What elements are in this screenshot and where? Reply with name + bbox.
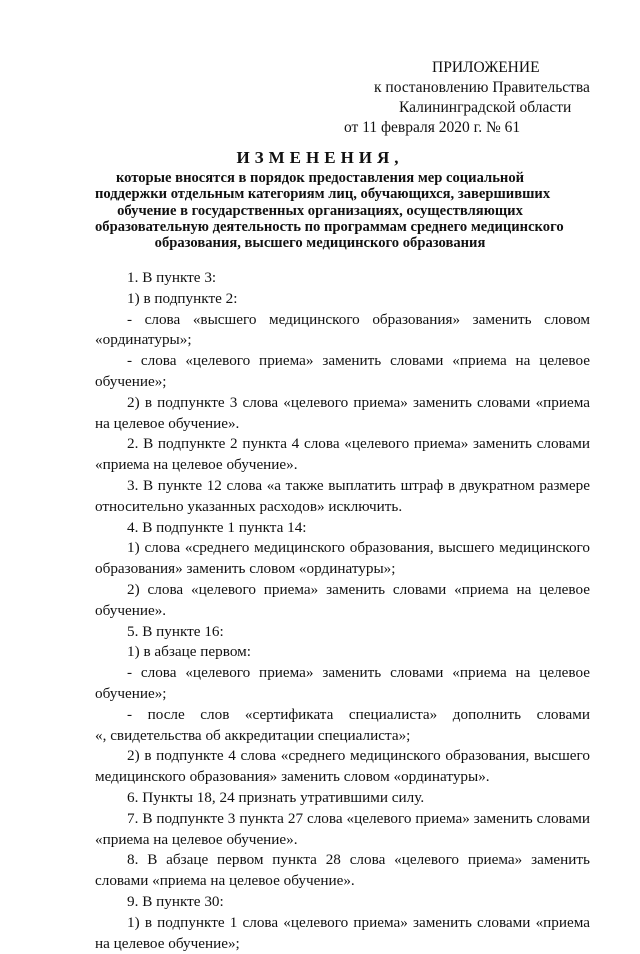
- paragraph: 4. В подпункте 1 пункта 14:: [127, 518, 307, 536]
- paragraph: 2. В подпункте 2 пункта 4 слова «целевого приема» заменить словами «приема на целевое обучение».: [95, 435, 590, 474]
- paragraph: - слова «целевого приема» заменить словами «приема на целевое обучение»;: [95, 352, 590, 390]
- paragraph: 1) в подпункте 1 слова «целевого приема» заменить словами «приема на целевое обучение»;: [95, 913, 590, 952]
- word: -: [127, 705, 133, 723]
- word: после: [147, 705, 185, 723]
- word: словами: [536, 705, 590, 723]
- paragraph: 6. Пункты 18, 24 признать утратившими силу.: [127, 788, 425, 806]
- subtitle-line: обучение в государственных организациях, осуществляющих: [117, 202, 523, 219]
- paragraph: 1) слова «среднего медицинского образования, высшего медицинского образования» заменить словом «ординатуры»;: [95, 539, 590, 578]
- decree-reference: к постановлению Правительства: [374, 79, 590, 96]
- subtitle-line: образовательную деятельность по программам среднего медицинского: [95, 218, 564, 235]
- subtitle-line: поддержки отдельным категориям лиц, обучающихся, завершивших: [95, 186, 551, 203]
- subtitle-line: которые вносятся в порядок предоставления мер социальной: [115, 170, 525, 186]
- paragraph: 8. В абзаце первом пункта 28 слова «целевого приема» заменить словами «приема на целевое обучение».: [95, 851, 590, 890]
- spread-paragraph-line: [95, 705, 590, 726]
- region-name: Калининградской области: [399, 99, 572, 116]
- word: дополнить: [452, 705, 522, 723]
- paragraph: 7. В подпункте 3 пункта 27 слова «целевого приема» заменить словами «приема на целевое обучение».: [95, 809, 590, 848]
- word: «сертификата: [244, 705, 334, 723]
- appendix-label: ПРИЛОЖЕНИЕ: [432, 59, 540, 76]
- decree-date-number: от 11 февраля 2020 г. № 61: [344, 119, 521, 136]
- paragraph: 3. В пункте 12 слова «а также выплатить штраф в двукратном размере относительно указанных расходов» исключить.: [95, 476, 590, 515]
- word: слов: [200, 705, 230, 723]
- subtitle-line: образования, высшего медицинского образования: [154, 235, 486, 252]
- document-title: ИЗМЕНЕНИЯ,: [236, 148, 404, 167]
- paragraph: - слова «высшего медицинского образования» заменить словом «ординатуры»;: [95, 310, 590, 349]
- paragraph: 1. В пункте 3:: [127, 269, 217, 286]
- paragraph: 5. В пункте 16:: [127, 622, 224, 640]
- paragraph: 2) в подпункте 4 слова «среднего медицинского образования, высшего медицинского образования» заменить словом «ординатуры».: [95, 747, 590, 786]
- word: специалиста»: [348, 705, 438, 723]
- paragraph-continuation: «, свидетельства об аккредитации специалиста»;: [95, 726, 411, 744]
- paragraph: - слова «целевого приема» заменить словами «приема на целевое обучение»;: [95, 664, 590, 702]
- paragraph: 1) в подпункте 2:: [127, 289, 238, 307]
- paragraph: 1) в абзаце первом:: [127, 643, 251, 661]
- paragraph: 9. В пункте 30:: [127, 892, 224, 910]
- paragraph: 2) слова «целевого приема» заменить словами «приема на целевое обучение».: [95, 580, 590, 619]
- document-body: [95, 268, 590, 954]
- paragraph: 2) в подпункте 3 слова «целевого приема» заменить словами «приема на целевое обучение».: [95, 393, 590, 432]
- document-subtitle: [95, 170, 564, 252]
